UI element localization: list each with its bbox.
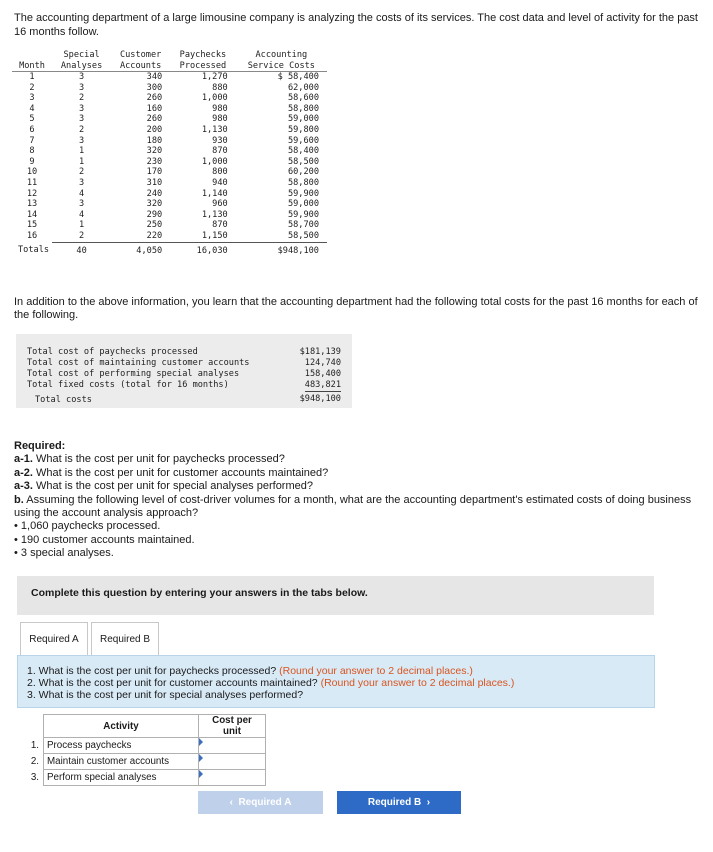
cell-customer: 290	[146, 209, 163, 220]
cell-special: 3	[78, 114, 85, 125]
header-cost-per-unit: Cost per unit	[199, 715, 266, 738]
header-activity: Activity	[44, 715, 199, 738]
cell-cost: 62,000	[287, 82, 319, 93]
cell-month: 4	[29, 103, 35, 114]
cell-paychecks: 940	[212, 177, 228, 188]
prev-button[interactable]: ‹ Required A	[198, 791, 323, 814]
cell-customer: 320	[146, 146, 163, 157]
header-paychecks: Paychecks Processed	[179, 50, 227, 71]
cell-paychecks: 960	[212, 199, 228, 210]
table-row	[12, 231, 327, 242]
cell-customer: 240	[146, 188, 163, 199]
cell-cost: 59,900	[287, 188, 319, 199]
tab-required-b[interactable]: Required B	[91, 622, 159, 657]
question-1: 1. What is the cost per unit for paychecks processed? (Round your answer to 2 decimal places.)	[27, 665, 473, 677]
cell-month: 2	[29, 82, 35, 93]
cell-cost: 58,500	[287, 156, 319, 167]
cost-per-unit-input[interactable]	[199, 754, 265, 769]
totals-customer: 4,050	[136, 245, 163, 256]
required-b: Assuming the following level of cost-driver volumes for a month, what are the accounting department's estimated costs of doing business using the account analysis approach?	[14, 493, 692, 520]
table-row	[12, 125, 327, 136]
cell-month: 13	[26, 199, 38, 210]
cell-month: 9	[29, 156, 35, 167]
required-a2: What is the cost per unit for customer accounts maintained?	[32, 466, 329, 479]
header-special: Special Analyses	[60, 50, 103, 71]
summary-value: 158,400	[304, 369, 341, 379]
chevron-right-icon: ›	[421, 797, 431, 808]
required-heading: Required:	[14, 440, 66, 452]
cell-customer: 260	[146, 114, 163, 125]
summary-value: $948,100	[299, 394, 341, 404]
cell-paychecks: 870	[212, 220, 228, 231]
banner-text: Complete this question by entering your answers in the tabs below.	[31, 587, 368, 599]
cell-special: 3	[78, 82, 85, 93]
cell-month: 16	[26, 231, 38, 242]
cell-paychecks: 800	[212, 167, 228, 178]
cell-cost: 60,200	[287, 167, 319, 178]
answer-row: 2. Maintain customer accounts	[22, 754, 266, 770]
instruction-banner	[17, 576, 654, 615]
summary-label: Total costs	[35, 395, 92, 405]
cell-customer: 250	[146, 220, 163, 231]
tab-required-a[interactable]: Required A	[20, 622, 88, 657]
cell-paychecks: 870	[212, 146, 228, 157]
question-3: 3. What is the cost per unit for special analyses performed?	[27, 689, 304, 701]
question-2: 2. What is the cost per unit for customer accounts maintained? (Round your answer to 2 decimal places.)	[27, 677, 515, 689]
bullet-item: • 190 customer accounts maintained.	[14, 533, 195, 546]
cell-paychecks: 1,270	[170, 72, 236, 83]
bullet-item: • 3 special analyses.	[14, 547, 114, 560]
cell-cost: 59,600	[287, 135, 319, 146]
cell-customer: 220	[111, 231, 170, 242]
header-customer: Customer Accounts	[119, 50, 162, 71]
cell-cost: 58,500	[236, 231, 327, 242]
cell-customer: 170	[146, 167, 163, 178]
cell-special: 3	[78, 177, 85, 188]
cell-month: 5	[29, 114, 35, 125]
summary-value: 124,740	[304, 358, 341, 368]
cell-cost: 58,700	[287, 220, 319, 231]
required-a3: What is the cost per unit for special analyses performed?	[32, 480, 313, 493]
question-box	[17, 655, 655, 708]
table-row	[12, 136, 327, 147]
cell-customer: 310	[146, 177, 163, 188]
bullet-item: • 1,060 paychecks processed.	[14, 520, 161, 533]
cell-special: 3	[52, 72, 111, 83]
table-row	[12, 146, 327, 157]
cell-special: 3	[78, 199, 85, 210]
cell-month: 11	[26, 177, 38, 188]
cell-customer: 180	[146, 135, 163, 146]
table-row	[12, 189, 327, 200]
table-row	[12, 167, 327, 178]
required-a1: What is the cost per unit for paychecks processed?	[32, 453, 285, 466]
totals-special: 40	[76, 245, 87, 256]
cell-paychecks: 880	[212, 82, 228, 93]
cost-data-table	[12, 50, 327, 256]
totals-row	[12, 242, 327, 256]
summary-label: Total cost of maintaining customer accounts	[27, 358, 250, 368]
table-row	[12, 104, 327, 115]
summary-label: Total fixed costs (total for 16 months)	[27, 380, 229, 390]
table-row	[12, 220, 327, 231]
cell-paychecks: 930	[212, 135, 228, 146]
cell-paychecks: 1,150	[170, 231, 236, 242]
cell-cost: 59,000	[287, 199, 319, 210]
table-row	[12, 210, 327, 221]
header-accounting: Accounting Service Costs	[247, 50, 315, 71]
table-row	[12, 178, 327, 189]
cell-cost: 58,800	[287, 177, 319, 188]
next-button[interactable]: Required B ›	[337, 791, 461, 814]
cell-month: 14	[26, 209, 38, 220]
totals-label: Totals	[18, 245, 50, 256]
cell-cost: 59,900	[287, 209, 319, 220]
cell-special: 1	[78, 220, 85, 231]
cell-customer: 200	[146, 124, 163, 135]
intro-text: The accounting department of a large limousine company is analyzing the costs of its services. The cost data and level of activity for the past 16 months follow.	[14, 12, 698, 38]
cell-special: 1	[78, 156, 85, 167]
cell-month: 12	[26, 188, 38, 199]
answer-row: 1. Process paychecks	[22, 738, 266, 754]
cell-cost: 58,600	[287, 93, 319, 104]
cell-paychecks: 980	[212, 114, 228, 125]
summary-value: 483,821	[304, 380, 341, 390]
additional-info-text: In addition to the above information, you learn that the accounting department had the following total costs for the past 16 months for each of the following.	[14, 296, 698, 321]
cell-customer: 230	[146, 156, 163, 167]
table-row	[12, 114, 327, 125]
cell-customer: 340	[111, 72, 170, 83]
cell-month: 10	[26, 167, 38, 178]
table-row	[12, 83, 327, 94]
cost-per-unit-input[interactable]	[199, 770, 265, 785]
answer-row: 3. Perform special analyses	[22, 770, 266, 786]
cell-special: 2	[78, 167, 85, 178]
cell-month: 7	[29, 135, 35, 146]
cell-paychecks: 1,000	[201, 156, 228, 167]
cell-month: 8	[29, 146, 35, 157]
chevron-left-icon: ‹	[229, 797, 239, 808]
cost-per-unit-input[interactable]	[199, 738, 265, 753]
cell-cost: 58,800	[287, 103, 319, 114]
cost-summary	[16, 334, 352, 408]
cell-paychecks: 1,130	[201, 209, 228, 220]
cell-special: 3	[78, 135, 85, 146]
cell-special: 2	[78, 93, 85, 104]
cell-cost: 59,800	[287, 124, 319, 135]
totals-paychecks: 16,030	[196, 245, 228, 256]
table-row	[12, 93, 327, 104]
cell-special: 2	[78, 124, 85, 135]
cell-customer: 320	[146, 199, 163, 210]
cell-month: 1	[12, 72, 52, 83]
summary-label: Total cost of performing special analyses	[27, 369, 240, 379]
cell-month: 15	[26, 220, 38, 231]
cell-customer: 260	[146, 93, 163, 104]
answer-table	[22, 714, 266, 786]
cell-cost: 58,400	[287, 146, 319, 157]
table-row	[12, 72, 327, 83]
cell-paychecks: 1,130	[201, 124, 228, 135]
cell-special: 1	[78, 146, 85, 157]
cell-cost: $ 58,400	[236, 72, 327, 83]
cell-special: 4	[78, 188, 85, 199]
cell-paychecks: 980	[212, 103, 228, 114]
cell-paychecks: 1,000	[201, 93, 228, 104]
header-month: Month	[19, 60, 45, 71]
cell-special: 3	[78, 103, 85, 114]
totals-cost: $948,100	[277, 245, 319, 256]
required-section: Required: a-1. What is the cost per unit for paychecks processed? a-2. What is the cost per unit for customer accounts maintained? a-3. What is the cost per unit for special analyses performed? b. Assuming the following level of cost-driver volumes for a month, what are the accounting department's estimated costs of doing business using the account analysis approach? • 1,060 paychecks processed. • 190 customer accounts maintained. • 3 special analyses.	[14, 440, 704, 561]
summary-label: Total cost of paychecks processed	[27, 347, 198, 357]
cell-customer: 300	[146, 82, 163, 93]
cell-month: 6	[29, 124, 35, 135]
table-row	[12, 199, 327, 210]
cell-special: 4	[78, 209, 85, 220]
summary-value: $181,139	[299, 347, 341, 357]
cell-paychecks: 1,140	[201, 188, 228, 199]
cell-special: 2	[52, 231, 111, 242]
table-row	[12, 157, 327, 168]
cell-month: 3	[29, 93, 35, 104]
cell-customer: 160	[146, 103, 163, 114]
cell-cost: 59,000	[287, 114, 319, 125]
